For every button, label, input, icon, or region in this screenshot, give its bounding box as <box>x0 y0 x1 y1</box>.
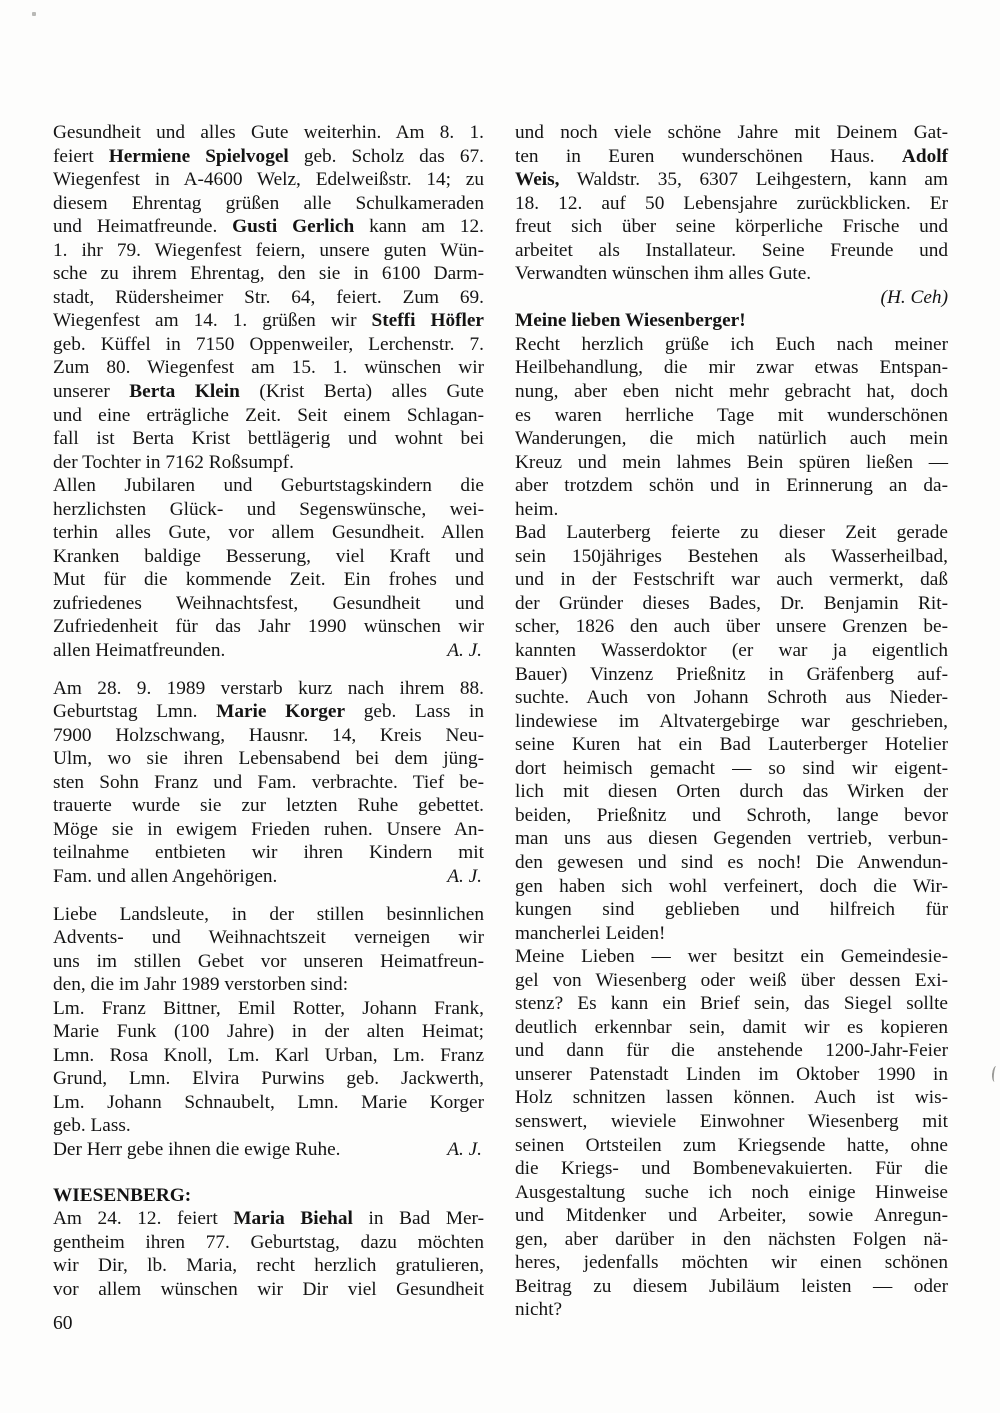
text: seine Kuren hat ein Bad Lauterberger Hotelier <box>515 734 948 756</box>
text: Möge sie in ewigem Frieden ruhen. Unsere An- <box>53 818 484 840</box>
text-line <box>53 700 484 724</box>
text-line <box>53 1254 484 1278</box>
text-line <box>515 639 948 663</box>
text: zufriedenes Weihnachtsfest, Gesundheit und <box>53 592 484 614</box>
text: senswert, wieviele Einwohner Wiesenberg mit <box>515 1110 948 1132</box>
text-line <box>515 875 948 899</box>
text: diesem Ehrentag grüßen alle Schulkameraden <box>53 192 484 214</box>
text: Wanderungen, die mich natürlich auch mein <box>515 428 948 450</box>
text: die Kriegs- und Bombenevakuierten. Für die <box>515 1158 948 1180</box>
text-line <box>515 239 948 263</box>
text-line <box>515 992 948 1016</box>
text: lich mit diesen Orten durch das Wirken der <box>515 781 948 803</box>
scan-speck <box>32 12 36 16</box>
text-line <box>53 309 484 333</box>
text: geb. Lass in <box>345 701 484 723</box>
text-line <box>53 1207 484 1231</box>
text: gen, aber darüber in den nächsten Folgen nä- <box>515 1228 948 1250</box>
text: und Heimatfreunde. <box>53 216 233 238</box>
text-line <box>515 333 948 357</box>
text: fall ist Berta Krist bettlägerig und wohnt bei <box>53 428 484 450</box>
text-line <box>515 1181 948 1205</box>
text-line <box>53 818 484 842</box>
bold-text: Adolf <box>901 145 948 167</box>
text-line <box>53 1091 484 1115</box>
text-line <box>515 1228 948 1252</box>
text: unserer Patenstadt Linden im Oktober 1990 in <box>515 1063 948 1085</box>
text-line <box>515 1086 948 1110</box>
text: und noch viele schöne Jahre mit Deinem Gat- <box>515 122 948 143</box>
text-line <box>515 168 948 192</box>
left-column <box>53 121 484 1301</box>
text-line <box>53 973 484 997</box>
text-line <box>53 1114 484 1138</box>
text: ten in Euren wunderschönen Haus. <box>515 145 902 167</box>
text-line <box>515 427 948 451</box>
text: (H. Ceh) <box>880 286 948 308</box>
text: man uns aus diesen Gegenden vertrieb, verbun- <box>515 828 948 850</box>
text: Am 24. 12. feiert <box>53 1208 234 1230</box>
text: Liebe Landsleute, in der stillen besinnlichen <box>53 903 484 925</box>
text-line <box>53 903 484 927</box>
text: gel von Wiesenberg oder weiß über dessen Exi- <box>515 969 948 991</box>
heading-line <box>515 309 948 333</box>
paragraph <box>53 903 484 1162</box>
text: Lm. Franz Bittner, Emil Rotter, Johann Frank, <box>53 997 484 1019</box>
signature-initials: A. J. <box>447 640 482 662</box>
text: mancherlei Leiden! <box>515 922 666 944</box>
text: unserer <box>53 381 130 403</box>
text-line <box>53 121 484 145</box>
text-line <box>53 545 484 569</box>
text: und eine erträgliche Zeit. Seit einem Schlagan- <box>53 404 484 426</box>
bold-text: Steffi Höfler <box>371 310 484 332</box>
text-line <box>53 950 484 974</box>
text-line <box>53 215 484 239</box>
paragraph <box>53 121 484 474</box>
text: trauerte wurde sie zur letzten Ruhe gebettet. <box>53 795 484 817</box>
text-line <box>515 404 948 428</box>
text: 18. 12. auf 50 Lebensjahre zurückblicken. Er <box>515 192 948 214</box>
bold-text: Berta Klein <box>129 381 240 403</box>
text: Ausgestaltung suche ich noch einige Hinweise <box>515 1181 948 1203</box>
text-line <box>53 356 484 380</box>
text: sten Sohn Franz und Fam. verbrachte. Tief be- <box>53 771 484 793</box>
line-text <box>53 639 225 663</box>
text-line <box>515 192 948 216</box>
text-line <box>515 733 948 757</box>
text: terhin alles Gute, vor allem Gesundheit. Allen <box>53 522 484 544</box>
text: wir Dir, lb. Maria, recht herzlich gratulieren, <box>53 1255 484 1277</box>
text-line <box>515 1157 948 1181</box>
text-line <box>515 1204 948 1228</box>
paragraph <box>53 1184 484 1208</box>
signature-initials: A. J. <box>447 865 482 887</box>
text-line <box>53 498 484 522</box>
bold-text: Gusti Gerlich <box>232 216 355 238</box>
text: Geburtstag Lmn. <box>53 701 217 723</box>
text-line <box>515 498 948 522</box>
text: Bauer) Vinzenz Prießnitz in Gräfenberg auf- <box>515 663 948 685</box>
text: der Gründer dieses Bades, Dr. Benjamin Rit- <box>515 592 948 614</box>
text-line <box>515 545 948 569</box>
signature-initials: A. J. <box>447 1138 482 1160</box>
text: Fam. und allen Angehörigen. <box>53 865 278 887</box>
text: Meine lieben Wiesenberger! <box>515 310 746 332</box>
text-line <box>53 1138 484 1162</box>
text-line <box>53 771 484 795</box>
text-line <box>53 145 484 169</box>
text: stadt, Rüdersheimer Str. 64, feiert. Zum 69. <box>53 286 484 308</box>
bold-text: Weis, <box>515 169 560 191</box>
text: kann am 12. <box>354 216 485 238</box>
text-line <box>53 568 484 592</box>
text-line <box>53 404 484 428</box>
text: Grund, Lmn. Elvira Purwins geb. Jackwerth, <box>53 1068 484 1090</box>
text-line <box>53 521 484 545</box>
text: herzlichsten Glück- und Segenswünsche, wei- <box>53 498 484 520</box>
text: dort heimisch gemacht — so sind wir eigent- <box>515 757 948 779</box>
text: deutlich erkennbar sein, damit wir es kopieren <box>515 1016 948 1038</box>
bold-text: Maria Biehal <box>233 1208 353 1230</box>
text: seinen Ortsteilen zum Kriegsende hatte, ohne <box>515 1134 948 1156</box>
text-line <box>515 922 948 946</box>
text: lindewiese im Altvatergebirge war geschrieben, <box>515 710 948 732</box>
text: und Mitdenker und Arbeiter, sowie Anregun- <box>515 1205 948 1227</box>
text-line <box>515 851 948 875</box>
text-line <box>515 1134 948 1158</box>
text-line <box>515 1110 948 1134</box>
right-column <box>515 121 948 1322</box>
text-line <box>53 239 484 263</box>
paragraph <box>515 309 948 333</box>
text: nicht? <box>515 1299 563 1321</box>
text: Allen Jubilaren und Geburtstagskindern die <box>53 475 484 497</box>
text-line <box>515 686 948 710</box>
text-line <box>515 356 948 380</box>
text-line <box>515 827 948 851</box>
text: teilnahme entbieten wir ihren Kindern mit <box>53 842 484 864</box>
text: Wiegenfest in A-4600 Welz, Edelweißstr. 14; zu <box>53 169 484 191</box>
text: gen haben sich wohl verfeinert, doch die Wir- <box>515 875 948 897</box>
paragraph <box>53 474 484 662</box>
text: Gesundheit und alles Gute weiterhin. Am 8. 1. <box>53 122 484 143</box>
text-line <box>515 710 948 734</box>
text-line <box>515 1275 948 1299</box>
text: stenz? Es kann ein Brief sein, das Siegel sollte <box>515 993 948 1015</box>
text-line <box>53 333 484 357</box>
scan-mark <box>991 1066 1000 1083</box>
text-line <box>53 451 484 475</box>
text-line <box>515 121 948 145</box>
text: feiert <box>53 145 109 167</box>
text: kungen sind geblieben und hilfreich für <box>515 899 948 921</box>
text: es waren herrliche Tage mit wunderschönen <box>515 404 948 426</box>
text-line <box>515 1039 948 1063</box>
text: suchte. Auch von Johann Schroth aus Nieder- <box>515 687 948 709</box>
text: Advents- und Weihnachtszeit verneigen wir <box>53 927 484 949</box>
text-line <box>53 1231 484 1255</box>
text-line <box>515 262 948 286</box>
text: und dann für die anstehende 1200-Jahr-Feier <box>515 1040 948 1062</box>
text: scher, 1826 den auch über unsere Grenzen be- <box>515 616 948 638</box>
text-line <box>53 841 484 865</box>
text-line <box>515 521 948 545</box>
text: Lmn. Rosa Knoll, Lm. Karl Urban, Lm. Franz <box>53 1044 484 1066</box>
text-line <box>515 145 948 169</box>
text: Heilbehandlung, die mir zwar etwas Entspan- <box>515 357 948 379</box>
text-line <box>515 568 948 592</box>
text: nung, aber eben nicht mehr gebracht hat, doch <box>515 381 948 403</box>
text: Holz schnitzen lassen können. Auch ist wis- <box>515 1087 948 1109</box>
text-line <box>53 192 484 216</box>
text-line <box>515 615 948 639</box>
paragraph <box>515 521 948 945</box>
text-line <box>53 724 484 748</box>
text: geb. Küffel in 7150 Oppenweiler, Lerchenstr. 7. <box>53 333 484 355</box>
text: sche zu ihrem Ehrentag, den sie in 6100 Darm- <box>53 263 484 285</box>
text: Zum 80. Wiegenfest am 15. 1. wünschen wir <box>53 357 484 379</box>
text-line <box>515 474 948 498</box>
text: heres, jedenfalls möchten wir einen schönen <box>515 1252 948 1274</box>
page-number: 60 <box>53 1313 73 1334</box>
text: der Tochter in 7162 Roßsumpf. <box>53 451 294 473</box>
text-line <box>515 757 948 781</box>
text-line <box>515 898 948 922</box>
text: Lm. Johann Schnaubelt, Lmn. Marie Korger <box>53 1091 484 1113</box>
text-line <box>53 1020 484 1044</box>
text: Waldstr. 35, 6307 Leihgestern, kann am <box>559 169 948 191</box>
text-line <box>53 1067 484 1091</box>
text-line <box>515 215 948 239</box>
text: kannten Wasserdoktor (er war ja eigentlich <box>515 640 948 662</box>
text: vor allem wünschen wir Dir viel Gesundheit <box>53 1278 484 1300</box>
text-line <box>53 380 484 404</box>
text: freut sich über seine körperliche Frische und <box>515 216 948 238</box>
text: Bad Lauterberg feierte zu dieser Zeit gerade <box>515 522 948 544</box>
text: den gewesen und sind es noch! Die Anwendun- <box>515 851 948 873</box>
text: Zufriedenheit für das Jahr 1990 wünschen wir <box>53 616 484 638</box>
text: 1. ihr 79. Wiegenfest feiern, unsere guten Wün- <box>53 239 484 261</box>
text: Am 28. 9. 1989 verstarb kurz nach ihrem 88. <box>53 677 484 699</box>
text: Recht herzlich grüße ich Euch nach meiner <box>515 333 948 355</box>
text-line <box>515 380 948 404</box>
text: uns im stillen Gebet vor unseren Heimatfreun- <box>53 950 484 972</box>
paragraph <box>515 121 948 309</box>
text-line <box>515 780 948 804</box>
text: in Bad Mer- <box>352 1208 484 1230</box>
text: beiden, Prießnitz und Schroth, lange bevor <box>515 804 948 826</box>
text-line <box>53 474 484 498</box>
text: Marie Funk (100 Jahre) in der alten Heimat; <box>53 1021 484 1043</box>
text-line <box>53 997 484 1021</box>
text-line <box>515 1063 948 1087</box>
text: geb. Scholz das 67. <box>288 145 484 167</box>
text: Beitrag zu diesem Jubiläum leisten — oder <box>515 1275 948 1297</box>
text-line <box>53 1278 484 1302</box>
text-line <box>53 794 484 818</box>
text-line <box>515 592 948 616</box>
text: sein 150jähriges Bestehen als Wasserheilbad, <box>515 545 948 567</box>
text-line <box>53 639 484 663</box>
text: Kreuz und mein lahmes Bein spüren ließen — <box>515 451 948 473</box>
text: WIESENBERG: <box>53 1184 192 1206</box>
text-line <box>515 804 948 828</box>
text: Der Herr gebe ihnen die ewige Ruhe. <box>53 1138 341 1160</box>
text-line <box>53 286 484 310</box>
text: allen Heimatfreunden. <box>53 640 226 662</box>
text: (Krist Berta) alles Gute <box>239 381 484 403</box>
text-line <box>515 1016 948 1040</box>
text: heim. <box>515 498 559 520</box>
text-line <box>53 592 484 616</box>
text: geb. Lass. <box>53 1115 131 1137</box>
text: Verwandten wünschen ihm alles Gute. <box>515 263 812 285</box>
text-line <box>53 747 484 771</box>
text-line <box>53 677 484 701</box>
text: arbeitet als Installateur. Seine Freunde und <box>515 239 948 261</box>
text: aber trotzdem schön und in Erinnerung an da- <box>515 475 948 497</box>
text-line <box>515 1298 948 1322</box>
bold-text: Marie Korger <box>216 701 346 723</box>
text-line <box>53 427 484 451</box>
text-line <box>53 168 484 192</box>
text: gentheim ihren 77. Geburtstag, dazu möchten <box>53 1231 484 1253</box>
text-line <box>53 1044 484 1068</box>
text: Ulm, wo sie ihren Lebensabend bei dem jüng- <box>53 748 484 770</box>
heading-line <box>53 1184 484 1208</box>
text-line <box>53 615 484 639</box>
text-line <box>515 945 948 969</box>
text-line <box>515 663 948 687</box>
text-line <box>515 969 948 993</box>
text-line <box>53 865 484 889</box>
text-line <box>515 286 948 310</box>
text-line <box>53 926 484 950</box>
text: den, die im Jahr 1989 verstorben sind: <box>53 974 349 996</box>
text: und in der Festschrift war auch vermerkt, daß <box>515 569 948 591</box>
text-line <box>515 451 948 475</box>
text-line <box>53 262 484 286</box>
text-line <box>515 1251 948 1275</box>
text: Meine Lieben — wer besitzt ein Gemeindesie- <box>515 946 948 968</box>
bold-text: Hermiene Spielvogel <box>108 145 289 167</box>
paragraph <box>515 945 948 1322</box>
paragraph <box>53 1207 484 1301</box>
text: Mut für die kommende Zeit. Ein frohes und <box>53 569 484 591</box>
paragraph <box>53 677 484 889</box>
text: 7900 Holzschwang, Hausnr. 14, Kreis Neu- <box>53 724 484 746</box>
text: Kranken baldige Besserung, viel Kraft und <box>53 545 484 567</box>
line-text <box>53 865 277 889</box>
text: Wiegenfest am 14. 1. grüßen wir <box>53 310 372 332</box>
paragraph <box>515 333 948 521</box>
line-text <box>53 1138 341 1162</box>
